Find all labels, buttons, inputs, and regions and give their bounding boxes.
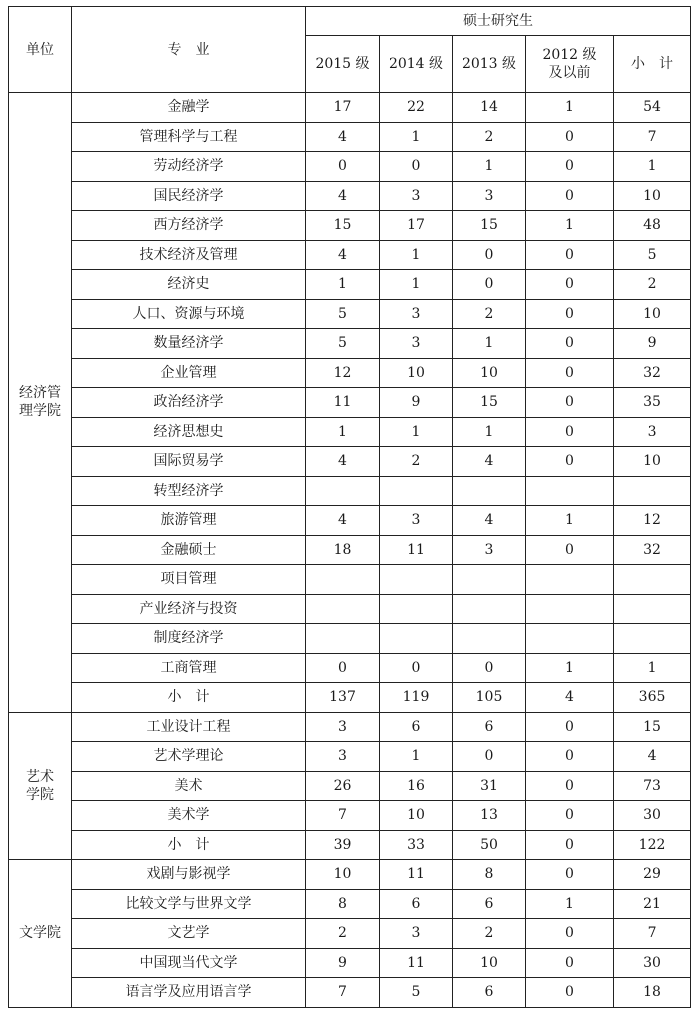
value-cell: 1 — [614, 653, 691, 683]
value-cell: 5 — [614, 240, 691, 270]
value-cell: 18 — [306, 535, 380, 565]
value-cell: 30 — [614, 948, 691, 978]
value-cell: 4 — [306, 181, 380, 211]
value-cell: 4 — [453, 506, 526, 536]
value-cell: 1 — [526, 653, 614, 683]
value-cell: 1 — [526, 889, 614, 919]
value-cell: 11 — [306, 388, 380, 418]
table-row — [9, 860, 691, 890]
value-cell: 3 — [380, 329, 453, 359]
value-cell: 18 — [614, 978, 691, 1008]
table-row — [9, 329, 691, 359]
table-row — [9, 476, 691, 506]
value-cell: 4 — [614, 742, 691, 772]
value-cell: 4 — [306, 447, 380, 477]
value-cell: 119 — [380, 683, 453, 713]
unit-cell — [9, 860, 72, 1008]
value-cell: 3 — [306, 742, 380, 772]
value-cell: 1 — [453, 417, 526, 447]
value-cell: 29 — [614, 860, 691, 890]
value-cell: 137 — [306, 683, 380, 713]
value-cell: 15 — [614, 712, 691, 742]
value-cell — [306, 624, 380, 654]
value-cell: 48 — [614, 211, 691, 241]
value-cell: 7 — [306, 801, 380, 831]
value-cell: 1 — [453, 329, 526, 359]
value-cell: 0 — [526, 535, 614, 565]
value-cell: 3 — [614, 417, 691, 447]
value-cell: 0 — [526, 240, 614, 270]
value-cell: 3 — [453, 535, 526, 565]
value-cell: 0 — [453, 653, 526, 683]
value-cell: 0 — [453, 240, 526, 270]
value-cell: 2 — [453, 919, 526, 949]
value-cell: 1 — [614, 152, 691, 182]
value-cell: 0 — [526, 830, 614, 860]
table-row — [9, 624, 691, 654]
value-cell: 0 — [526, 417, 614, 447]
major-cell: 语言学及应用语言学 — [72, 978, 306, 1008]
value-cell: 6 — [380, 889, 453, 919]
table-row — [9, 388, 691, 418]
table-row — [9, 712, 691, 742]
value-cell — [380, 476, 453, 506]
unit-label: 理学院 — [19, 403, 61, 420]
value-cell: 10 — [453, 358, 526, 388]
value-cell: 30 — [614, 801, 691, 831]
value-cell: 17 — [306, 93, 380, 123]
major-cell: 中国现当代文学 — [72, 948, 306, 978]
enrollment-table — [8, 6, 691, 1008]
value-cell — [453, 624, 526, 654]
value-cell: 6 — [453, 978, 526, 1008]
value-cell: 7 — [614, 122, 691, 152]
value-cell: 0 — [526, 122, 614, 152]
table-row — [9, 152, 691, 182]
major-cell: 小 计 — [72, 830, 306, 860]
value-cell: 50 — [453, 830, 526, 860]
table-row — [9, 299, 691, 329]
table-row — [9, 417, 691, 447]
value-cell: 32 — [614, 358, 691, 388]
value-cell: 0 — [526, 270, 614, 300]
value-cell: 0 — [526, 801, 614, 831]
major-cell: 管理科学与工程 — [72, 122, 306, 152]
value-cell: 2 — [380, 447, 453, 477]
group-header: 硕士研究生 — [306, 7, 691, 36]
value-cell: 1 — [526, 506, 614, 536]
value-cell — [306, 594, 380, 624]
value-cell: 5 — [306, 299, 380, 329]
major-cell: 美术学 — [72, 801, 306, 831]
value-cell: 4 — [453, 447, 526, 477]
value-cell: 10 — [614, 181, 691, 211]
value-cell: 1 — [380, 240, 453, 270]
major-cell: 劳动经济学 — [72, 152, 306, 182]
unit-label: 经济管 — [19, 385, 61, 402]
value-cell — [453, 594, 526, 624]
table-row — [9, 742, 691, 772]
value-cell: 1 — [380, 122, 453, 152]
value-cell: 5 — [380, 978, 453, 1008]
value-cell: 0 — [526, 388, 614, 418]
value-cell — [526, 565, 614, 595]
value-cell: 6 — [380, 712, 453, 742]
table-row — [9, 181, 691, 211]
value-cell: 0 — [526, 358, 614, 388]
major-cell: 工商管理 — [72, 653, 306, 683]
value-cell: 22 — [380, 93, 453, 123]
value-cell: 15 — [306, 211, 380, 241]
major-cell: 艺术学理论 — [72, 742, 306, 772]
major-cell: 产业经济与投资 — [72, 594, 306, 624]
major-cell: 人口、资源与环境 — [72, 299, 306, 329]
value-cell: 105 — [453, 683, 526, 713]
table-row — [9, 830, 691, 860]
value-cell: 1 — [453, 152, 526, 182]
value-cell: 16 — [380, 771, 453, 801]
value-cell: 0 — [526, 447, 614, 477]
col-header-subtotal: 小 计 — [614, 36, 691, 93]
major-cell: 金融硕士 — [72, 535, 306, 565]
value-cell: 0 — [380, 152, 453, 182]
value-cell: 39 — [306, 830, 380, 860]
value-cell — [526, 624, 614, 654]
table-row — [9, 565, 691, 595]
value-cell: 0 — [526, 919, 614, 949]
value-cell: 15 — [453, 211, 526, 241]
table-row — [9, 240, 691, 270]
value-cell: 1 — [380, 270, 453, 300]
table-row — [9, 358, 691, 388]
value-cell: 0 — [526, 948, 614, 978]
value-cell: 10 — [380, 358, 453, 388]
value-cell: 8 — [453, 860, 526, 890]
value-cell: 10 — [380, 801, 453, 831]
value-cell: 0 — [453, 270, 526, 300]
value-cell: 0 — [526, 299, 614, 329]
value-cell: 3 — [380, 506, 453, 536]
value-cell: 5 — [306, 329, 380, 359]
table-row — [9, 535, 691, 565]
value-cell: 32 — [614, 535, 691, 565]
value-cell: 17 — [380, 211, 453, 241]
value-cell: 0 — [526, 181, 614, 211]
major-cell: 国际贸易学 — [72, 447, 306, 477]
unit-cell — [9, 93, 72, 713]
table-row — [9, 594, 691, 624]
value-cell: 14 — [453, 93, 526, 123]
major-cell: 经济史 — [72, 270, 306, 300]
table-row — [9, 93, 691, 123]
value-cell: 1 — [526, 93, 614, 123]
value-cell: 9 — [306, 948, 380, 978]
major-cell: 数量经济学 — [72, 329, 306, 359]
col-header-2014: 2014 级 — [380, 36, 453, 93]
unit-label: 学院 — [26, 786, 54, 803]
value-cell: 73 — [614, 771, 691, 801]
major-cell: 戏剧与影视学 — [72, 860, 306, 890]
value-cell: 0 — [526, 329, 614, 359]
major-cell: 金融学 — [72, 93, 306, 123]
col-header-2012 — [526, 36, 614, 93]
value-cell — [306, 476, 380, 506]
value-cell: 11 — [380, 948, 453, 978]
unit-label: 艺术 — [26, 768, 54, 785]
value-cell: 10 — [614, 447, 691, 477]
table-row — [9, 801, 691, 831]
table-row — [9, 447, 691, 477]
value-cell — [306, 565, 380, 595]
value-cell: 3 — [306, 712, 380, 742]
value-cell: 3 — [453, 181, 526, 211]
value-cell: 9 — [614, 329, 691, 359]
table-row — [9, 683, 691, 713]
value-cell: 15 — [453, 388, 526, 418]
value-cell: 54 — [614, 93, 691, 123]
value-cell: 6 — [453, 889, 526, 919]
table-header — [9, 7, 691, 93]
table-row — [9, 506, 691, 536]
value-cell — [453, 565, 526, 595]
table-row — [9, 653, 691, 683]
value-cell: 0 — [526, 978, 614, 1008]
value-cell: 3 — [380, 181, 453, 211]
major-cell: 比较文学与世界文学 — [72, 889, 306, 919]
value-cell: 0 — [526, 860, 614, 890]
col-header-2012-line2: 及以前 — [548, 65, 591, 81]
value-cell — [614, 624, 691, 654]
value-cell: 6 — [453, 712, 526, 742]
value-cell: 7 — [614, 919, 691, 949]
table-row — [9, 919, 691, 949]
value-cell: 7 — [306, 978, 380, 1008]
value-cell: 1 — [306, 417, 380, 447]
major-cell: 经济思想史 — [72, 417, 306, 447]
value-cell: 0 — [526, 771, 614, 801]
value-cell: 4 — [306, 122, 380, 152]
value-cell: 365 — [614, 683, 691, 713]
value-cell: 3 — [380, 919, 453, 949]
value-cell — [380, 594, 453, 624]
value-cell — [614, 476, 691, 506]
major-cell: 项目管理 — [72, 565, 306, 595]
value-cell: 13 — [453, 801, 526, 831]
value-cell: 1 — [526, 211, 614, 241]
value-cell: 0 — [526, 152, 614, 182]
value-cell: 2 — [614, 270, 691, 300]
table-row — [9, 211, 691, 241]
major-cell: 企业管理 — [72, 358, 306, 388]
major-cell: 转型经济学 — [72, 476, 306, 506]
value-cell — [380, 565, 453, 595]
value-cell: 10 — [614, 299, 691, 329]
major-cell: 制度经济学 — [72, 624, 306, 654]
table-row — [9, 270, 691, 300]
value-cell: 12 — [614, 506, 691, 536]
value-cell: 8 — [306, 889, 380, 919]
value-cell: 33 — [380, 830, 453, 860]
major-cell: 政治经济学 — [72, 388, 306, 418]
unit-label: 文学院 — [19, 925, 61, 942]
table-body — [9, 93, 691, 1008]
value-cell — [526, 476, 614, 506]
major-column-header: 专 业 — [72, 7, 306, 93]
value-cell: 4 — [306, 506, 380, 536]
value-cell: 0 — [306, 653, 380, 683]
value-cell: 2 — [306, 919, 380, 949]
value-cell: 10 — [453, 948, 526, 978]
value-cell: 0 — [526, 742, 614, 772]
value-cell — [380, 624, 453, 654]
major-cell: 文艺学 — [72, 919, 306, 949]
major-cell: 美术 — [72, 771, 306, 801]
major-cell: 西方经济学 — [72, 211, 306, 241]
unit-column-header: 单位 — [9, 7, 72, 93]
table-row — [9, 889, 691, 919]
value-cell: 31 — [453, 771, 526, 801]
value-cell: 3 — [380, 299, 453, 329]
value-cell: 0 — [306, 152, 380, 182]
value-cell: 2 — [453, 122, 526, 152]
table-row — [9, 978, 691, 1008]
value-cell: 2 — [453, 299, 526, 329]
table-row — [9, 122, 691, 152]
table-row — [9, 948, 691, 978]
col-header-2013: 2013 级 — [453, 36, 526, 93]
value-cell — [453, 476, 526, 506]
value-cell: 1 — [380, 417, 453, 447]
value-cell: 4 — [306, 240, 380, 270]
value-cell: 4 — [526, 683, 614, 713]
unit-cell — [9, 712, 72, 860]
value-cell — [614, 594, 691, 624]
value-cell: 1 — [306, 270, 380, 300]
value-cell: 0 — [526, 712, 614, 742]
col-header-2015: 2015 级 — [306, 36, 380, 93]
value-cell — [614, 565, 691, 595]
value-cell: 35 — [614, 388, 691, 418]
major-cell: 技术经济及管理 — [72, 240, 306, 270]
col-header-2012-line1: 2012 级 — [542, 47, 597, 63]
major-cell: 小 计 — [72, 683, 306, 713]
value-cell: 9 — [380, 388, 453, 418]
major-cell: 工业设计工程 — [72, 712, 306, 742]
value-cell: 11 — [380, 860, 453, 890]
value-cell: 26 — [306, 771, 380, 801]
value-cell: 122 — [614, 830, 691, 860]
value-cell: 10 — [306, 860, 380, 890]
value-cell: 1 — [380, 742, 453, 772]
table-row — [9, 771, 691, 801]
value-cell — [526, 594, 614, 624]
value-cell: 11 — [380, 535, 453, 565]
value-cell: 0 — [380, 653, 453, 683]
value-cell: 21 — [614, 889, 691, 919]
value-cell: 12 — [306, 358, 380, 388]
major-cell: 国民经济学 — [72, 181, 306, 211]
value-cell: 0 — [453, 742, 526, 772]
major-cell: 旅游管理 — [72, 506, 306, 536]
